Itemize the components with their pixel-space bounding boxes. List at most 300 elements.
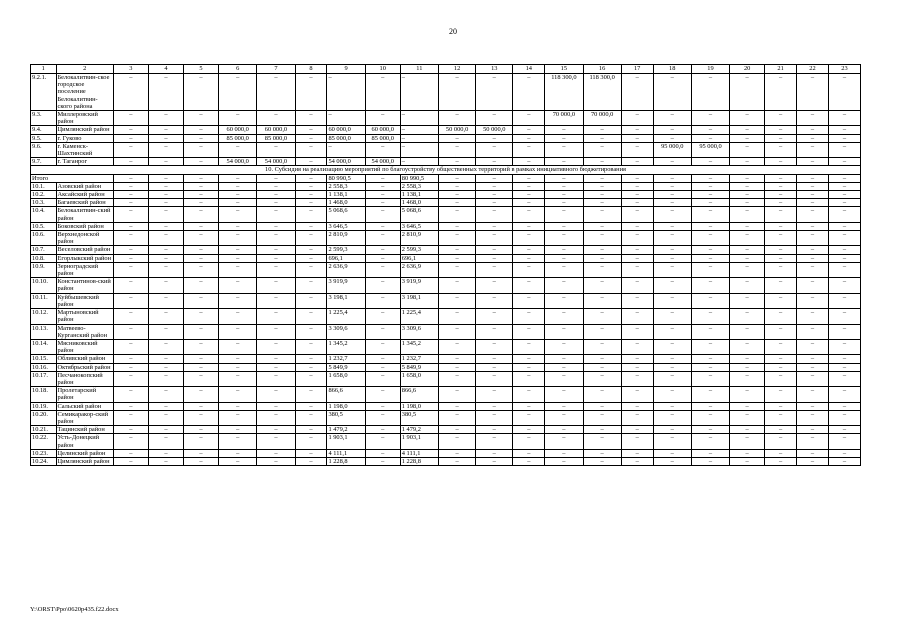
table-cell: Пролетарский район bbox=[56, 387, 113, 402]
table-cell: – bbox=[583, 126, 621, 134]
table-cell: – bbox=[295, 402, 327, 410]
table-cell: – bbox=[113, 207, 148, 222]
table-cell: – bbox=[730, 402, 765, 410]
table-row bbox=[31, 457, 861, 465]
table-cell: – bbox=[653, 174, 691, 182]
table-cell: – bbox=[828, 309, 860, 324]
table-cell: – bbox=[653, 126, 691, 134]
table-cell: 10.1. bbox=[31, 182, 57, 190]
table-cell: – bbox=[113, 434, 148, 449]
column-number-cell: 15 bbox=[545, 65, 583, 74]
table-cell: – bbox=[828, 426, 860, 434]
table-cell: – bbox=[113, 324, 148, 339]
table-cell: 2 599,3 bbox=[327, 246, 365, 254]
table-cell: – bbox=[765, 126, 797, 134]
table-cell: – bbox=[513, 457, 545, 465]
table-cell: – bbox=[476, 434, 513, 449]
table-cell: 50 000,0 bbox=[439, 126, 476, 134]
table-cell: – bbox=[730, 174, 765, 182]
table-cell: – bbox=[765, 199, 797, 207]
table-cell: 5 849,9 bbox=[400, 363, 438, 371]
table-cell: – bbox=[295, 142, 327, 157]
table-cell: – bbox=[184, 222, 219, 230]
table-cell: – bbox=[797, 182, 829, 190]
table-cell: – bbox=[545, 207, 583, 222]
table-cell: – bbox=[583, 324, 621, 339]
table-cell: Цимлянский район bbox=[56, 126, 113, 134]
table-cell: – bbox=[148, 207, 183, 222]
table-cell: – bbox=[476, 339, 513, 354]
table-cell: Обливский район bbox=[56, 355, 113, 363]
table-cell: – bbox=[295, 246, 327, 254]
table-cell: – bbox=[439, 254, 476, 262]
table-cell: – bbox=[653, 191, 691, 199]
table-cell: – bbox=[219, 74, 257, 111]
table-cell: – bbox=[184, 426, 219, 434]
table-cell: – bbox=[765, 231, 797, 246]
table-cell: – bbox=[113, 309, 148, 324]
table-cell: – bbox=[545, 262, 583, 277]
table-cell: Боковский район bbox=[56, 222, 113, 230]
table-cell: – bbox=[828, 254, 860, 262]
table-cell: – bbox=[545, 158, 583, 166]
table-cell: – bbox=[295, 231, 327, 246]
table-cell: Семикаракор-ский район bbox=[56, 410, 113, 425]
table-cell: – bbox=[257, 402, 295, 410]
table-cell: – bbox=[365, 207, 400, 222]
table-cell: – bbox=[653, 199, 691, 207]
table-cell: – bbox=[765, 434, 797, 449]
table-cell: – bbox=[691, 371, 729, 386]
table-cell: – bbox=[113, 126, 148, 134]
table-cell: – bbox=[730, 262, 765, 277]
table-cell: – bbox=[621, 402, 653, 410]
table-cell: – bbox=[184, 355, 219, 363]
table-cell: – bbox=[621, 111, 653, 126]
table-cell: – bbox=[583, 174, 621, 182]
table-cell: – bbox=[797, 111, 829, 126]
table-cell: – bbox=[365, 434, 400, 449]
table-cell: – bbox=[797, 207, 829, 222]
table-cell: 10.14. bbox=[31, 339, 57, 354]
table-cell: – bbox=[184, 254, 219, 262]
table-cell: – bbox=[691, 246, 729, 254]
table-cell: – bbox=[653, 207, 691, 222]
table-cell: – bbox=[148, 387, 183, 402]
table-cell: – bbox=[513, 246, 545, 254]
table-cell: – bbox=[797, 293, 829, 308]
table-cell: – bbox=[148, 410, 183, 425]
table-cell: – bbox=[765, 278, 797, 293]
table-cell: – bbox=[621, 207, 653, 222]
column-number-cell: 23 bbox=[828, 65, 860, 74]
table-cell: – bbox=[797, 134, 829, 142]
table-cell: – bbox=[730, 158, 765, 166]
table-cell: – bbox=[621, 339, 653, 354]
table-cell: – bbox=[219, 254, 257, 262]
table-cell: 10.15. bbox=[31, 355, 57, 363]
table-cell: Тацинский район bbox=[56, 426, 113, 434]
table-cell: – bbox=[765, 402, 797, 410]
table-cell: – bbox=[691, 387, 729, 402]
table-cell: – bbox=[113, 449, 148, 457]
table-cell: – bbox=[439, 191, 476, 199]
table-cell: – bbox=[653, 158, 691, 166]
table-cell: – bbox=[439, 355, 476, 363]
table-cell: – bbox=[365, 222, 400, 230]
table-cell: 54 000,0 bbox=[219, 158, 257, 166]
table-cell: г. Гуково bbox=[56, 134, 113, 142]
table-cell: – bbox=[691, 355, 729, 363]
table-cell: – bbox=[219, 434, 257, 449]
table-cell: – bbox=[219, 278, 257, 293]
table-cell: – bbox=[295, 426, 327, 434]
table-cell: – bbox=[621, 371, 653, 386]
table-cell: – bbox=[219, 457, 257, 465]
column-number-cell: 22 bbox=[797, 65, 829, 74]
table-cell: – bbox=[295, 74, 327, 111]
section-title: 10. Субсидия на реализацию мероприятий по благоустройству общественных территорий в рамках инициативного бюджетирования bbox=[31, 166, 861, 174]
table-row bbox=[31, 191, 861, 199]
table-cell: – bbox=[295, 222, 327, 230]
table-cell: – bbox=[730, 142, 765, 157]
table-cell: Песчанокопский район bbox=[56, 371, 113, 386]
table-cell: – bbox=[583, 262, 621, 277]
table-cell: – bbox=[439, 457, 476, 465]
table-cell: – bbox=[545, 222, 583, 230]
table-cell: – bbox=[513, 74, 545, 111]
table-cell: – bbox=[476, 134, 513, 142]
table-cell: – bbox=[439, 174, 476, 182]
table-cell: – bbox=[513, 309, 545, 324]
table-cell: – bbox=[545, 324, 583, 339]
table-cell: 2 810,9 bbox=[400, 231, 438, 246]
table-cell: – bbox=[295, 158, 327, 166]
table-cell: – bbox=[257, 254, 295, 262]
table-cell: – bbox=[257, 324, 295, 339]
table-cell: – bbox=[691, 158, 729, 166]
table-cell: 3 198,1 bbox=[327, 293, 365, 308]
budget-table bbox=[30, 64, 861, 466]
table-cell: 2 558,3 bbox=[327, 182, 365, 190]
table-row bbox=[31, 111, 861, 126]
table-cell: – bbox=[583, 278, 621, 293]
table-cell: – bbox=[257, 174, 295, 182]
table-row bbox=[31, 231, 861, 246]
table-cell: – bbox=[148, 199, 183, 207]
table-cell: 1 345,2 bbox=[400, 339, 438, 354]
table-cell: – bbox=[691, 191, 729, 199]
table-cell: – bbox=[653, 231, 691, 246]
table-cell: – bbox=[295, 324, 327, 339]
table-cell: 3 919,9 bbox=[400, 278, 438, 293]
table-cell: – bbox=[295, 174, 327, 182]
table-cell: – bbox=[513, 371, 545, 386]
table-cell: Мартыновский район bbox=[56, 309, 113, 324]
table-cell: – bbox=[439, 199, 476, 207]
table-cell: – bbox=[476, 293, 513, 308]
table-cell: 9.3. bbox=[31, 111, 57, 126]
table-cell: – bbox=[765, 142, 797, 157]
table-cell: 1 658,0 bbox=[327, 371, 365, 386]
table-cell: – bbox=[653, 246, 691, 254]
table-cell: Сальский район bbox=[56, 402, 113, 410]
table-cell: – bbox=[439, 278, 476, 293]
table-cell: – bbox=[295, 339, 327, 354]
table-cell: – bbox=[513, 199, 545, 207]
table-cell: – bbox=[513, 126, 545, 134]
table-cell: Белокалитвин-ский район bbox=[56, 207, 113, 222]
table-cell: – bbox=[545, 426, 583, 434]
table-cell: – bbox=[828, 324, 860, 339]
table-cell: 60 000,0 bbox=[327, 126, 365, 134]
table-cell: 85 000,0 bbox=[327, 134, 365, 142]
table-cell: – bbox=[828, 126, 860, 134]
table-cell: – bbox=[691, 434, 729, 449]
table-cell: 10.23. bbox=[31, 449, 57, 457]
table-cell: – bbox=[828, 402, 860, 410]
table-cell: – bbox=[219, 199, 257, 207]
table-cell: 85 000,0 bbox=[257, 134, 295, 142]
table-row bbox=[31, 324, 861, 339]
table-cell: – bbox=[797, 158, 829, 166]
table-cell: – bbox=[545, 449, 583, 457]
table-cell: – bbox=[765, 134, 797, 142]
table-cell: 95 000,0 bbox=[653, 142, 691, 157]
table-cell: – bbox=[400, 111, 438, 126]
table-cell: – bbox=[365, 231, 400, 246]
table-cell: – bbox=[545, 246, 583, 254]
table-row bbox=[31, 278, 861, 293]
table-cell: – bbox=[148, 355, 183, 363]
table-cell: – bbox=[476, 402, 513, 410]
table-cell: 10.24. bbox=[31, 457, 57, 465]
table-cell: – bbox=[295, 434, 327, 449]
table-cell: – bbox=[653, 182, 691, 190]
total-label: Итого bbox=[31, 174, 114, 182]
table-cell: – bbox=[691, 231, 729, 246]
table-cell: – bbox=[113, 134, 148, 142]
table-cell: – bbox=[148, 134, 183, 142]
table-cell: – bbox=[295, 371, 327, 386]
table-cell: – bbox=[184, 324, 219, 339]
table-cell: – bbox=[765, 158, 797, 166]
table-cell: – bbox=[439, 262, 476, 277]
table-cell: – bbox=[295, 111, 327, 126]
table-row bbox=[31, 126, 861, 134]
table-cell: 95 000,0 bbox=[691, 142, 729, 157]
table-cell: – bbox=[476, 262, 513, 277]
table-cell: – bbox=[219, 262, 257, 277]
table-cell: – bbox=[219, 363, 257, 371]
table-cell: Верхнедонской район bbox=[56, 231, 113, 246]
table-cell: – bbox=[400, 74, 438, 111]
table-cell: 118 300,0 bbox=[545, 74, 583, 111]
column-number-row bbox=[31, 65, 861, 74]
table-cell: – bbox=[295, 355, 327, 363]
table-cell: 54 000,0 bbox=[327, 158, 365, 166]
table-cell: – bbox=[295, 254, 327, 262]
table-cell: 9.6. bbox=[31, 142, 57, 157]
table-cell: – bbox=[621, 262, 653, 277]
table-cell: – bbox=[730, 222, 765, 230]
table-cell: – bbox=[184, 126, 219, 134]
table-cell: Константинов-ский район bbox=[56, 278, 113, 293]
table-cell: – bbox=[545, 254, 583, 262]
table-cell: – bbox=[765, 182, 797, 190]
table-cell: – bbox=[765, 246, 797, 254]
table-cell: – bbox=[257, 278, 295, 293]
table-cell: 10.18. bbox=[31, 387, 57, 402]
table-cell: – bbox=[184, 278, 219, 293]
table-cell: – bbox=[257, 182, 295, 190]
file-path-footer: Y:\ORST\Ppo\0620p435.f22.docx bbox=[30, 606, 119, 613]
table-cell: 5 068,6 bbox=[327, 207, 365, 222]
table-cell: – bbox=[365, 355, 400, 363]
table-cell: – bbox=[257, 111, 295, 126]
table-cell: – bbox=[113, 293, 148, 308]
table-cell: – bbox=[583, 254, 621, 262]
table-cell: 696,1 bbox=[400, 254, 438, 262]
table-cell: – bbox=[365, 174, 400, 182]
table-cell: – bbox=[828, 355, 860, 363]
table-cell: – bbox=[295, 182, 327, 190]
table-cell: – bbox=[730, 231, 765, 246]
table-cell: – bbox=[219, 111, 257, 126]
table-cell: – bbox=[257, 207, 295, 222]
table-cell: – bbox=[828, 278, 860, 293]
table-cell: – bbox=[113, 111, 148, 126]
table-cell: – bbox=[295, 387, 327, 402]
table-cell: – bbox=[691, 182, 729, 190]
table-cell: – bbox=[691, 309, 729, 324]
table-cell: – bbox=[828, 387, 860, 402]
table-cell: – bbox=[653, 309, 691, 324]
table-cell: – bbox=[621, 410, 653, 425]
table-cell: – bbox=[545, 142, 583, 157]
table-cell: 10.22. bbox=[31, 434, 57, 449]
table-cell: 4 111,1 bbox=[327, 449, 365, 457]
table-row bbox=[31, 387, 861, 402]
table-cell: – bbox=[257, 246, 295, 254]
table-cell: 1 138,1 bbox=[400, 191, 438, 199]
table-cell: – bbox=[730, 134, 765, 142]
table-cell: – bbox=[219, 182, 257, 190]
table-cell: – bbox=[184, 174, 219, 182]
table-cell: 9.5. bbox=[31, 134, 57, 142]
table-cell: – bbox=[148, 174, 183, 182]
table-row bbox=[31, 222, 861, 230]
table-row bbox=[31, 293, 861, 308]
table-cell: – bbox=[219, 387, 257, 402]
table-cell: – bbox=[828, 174, 860, 182]
table-cell: – bbox=[148, 142, 183, 157]
table-cell: – bbox=[691, 410, 729, 425]
table-cell: – bbox=[476, 309, 513, 324]
table-cell: – bbox=[184, 363, 219, 371]
table-cell: – bbox=[476, 207, 513, 222]
table-cell: – bbox=[797, 355, 829, 363]
table-cell: – bbox=[653, 410, 691, 425]
table-cell: – bbox=[545, 402, 583, 410]
table-cell: – bbox=[365, 262, 400, 277]
table-cell: – bbox=[513, 191, 545, 199]
table-cell: – bbox=[476, 182, 513, 190]
table-cell: – bbox=[545, 231, 583, 246]
table-cell: 10.16. bbox=[31, 363, 57, 371]
table-cell: – bbox=[583, 182, 621, 190]
table-cell: – bbox=[765, 449, 797, 457]
table-cell: – bbox=[148, 434, 183, 449]
table-row bbox=[31, 158, 861, 166]
table-cell: – bbox=[113, 410, 148, 425]
table-cell: 118 300,0 bbox=[583, 74, 621, 111]
table-cell: – bbox=[828, 158, 860, 166]
table-cell: 380,5 bbox=[327, 410, 365, 425]
table-cell: 2 810,9 bbox=[327, 231, 365, 246]
table-cell: – bbox=[653, 371, 691, 386]
table-cell: – bbox=[797, 142, 829, 157]
table-cell: – bbox=[797, 74, 829, 111]
table-cell: – bbox=[583, 434, 621, 449]
table-cell: – bbox=[691, 207, 729, 222]
table-cell: – bbox=[583, 293, 621, 308]
table-cell: 696,1 bbox=[327, 254, 365, 262]
table-cell: – bbox=[439, 222, 476, 230]
table-cell: – bbox=[545, 134, 583, 142]
table-cell: – bbox=[184, 309, 219, 324]
table-cell: – bbox=[113, 355, 148, 363]
table-row bbox=[31, 402, 861, 410]
table-cell: – bbox=[828, 434, 860, 449]
table-cell: – bbox=[545, 199, 583, 207]
table-cell: – bbox=[653, 355, 691, 363]
table-cell: – bbox=[621, 158, 653, 166]
table-cell: 1 228,8 bbox=[327, 457, 365, 465]
table-cell: 10.9. bbox=[31, 262, 57, 277]
table-cell: – bbox=[327, 111, 365, 126]
table-cell: – bbox=[797, 457, 829, 465]
table-cell: – bbox=[797, 174, 829, 182]
table-row bbox=[31, 182, 861, 190]
table-cell: – bbox=[730, 324, 765, 339]
table-cell: – bbox=[365, 457, 400, 465]
column-number-cell: 7 bbox=[257, 65, 295, 74]
table-cell: – bbox=[295, 449, 327, 457]
table-cell: – bbox=[828, 339, 860, 354]
table-cell: – bbox=[583, 134, 621, 142]
table-cell: – bbox=[765, 191, 797, 199]
table-row bbox=[31, 199, 861, 207]
table-cell: 3 646,5 bbox=[327, 222, 365, 230]
table-cell: – bbox=[257, 142, 295, 157]
table-cell: – bbox=[184, 434, 219, 449]
table-cell: – bbox=[828, 449, 860, 457]
table-cell: – bbox=[765, 207, 797, 222]
table-cell: 10.8. bbox=[31, 254, 57, 262]
table-cell: – bbox=[365, 426, 400, 434]
table-cell: – bbox=[621, 426, 653, 434]
table-cell: – bbox=[797, 410, 829, 425]
table-cell: – bbox=[148, 426, 183, 434]
table-cell: – bbox=[257, 434, 295, 449]
table-cell: – bbox=[219, 426, 257, 434]
table-cell: – bbox=[439, 74, 476, 111]
table-cell: – bbox=[828, 207, 860, 222]
table-cell: – bbox=[365, 278, 400, 293]
table-cell: – bbox=[730, 191, 765, 199]
table-cell: – bbox=[691, 222, 729, 230]
